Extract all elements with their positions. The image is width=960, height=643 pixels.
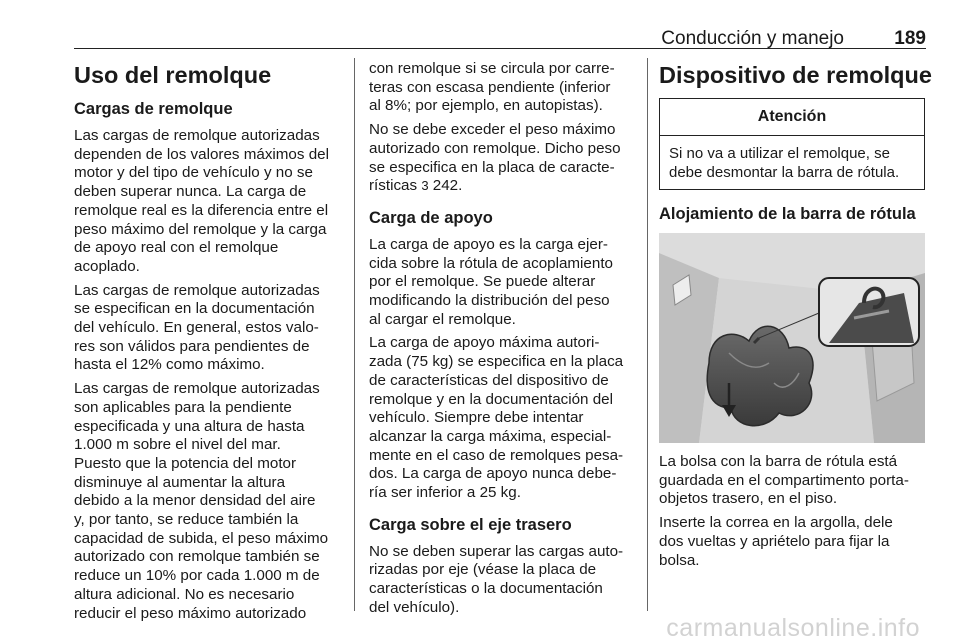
subheading-trailer-loads: Cargas de remolque — [74, 100, 233, 118]
subheading-rear-axle-load: Carga sobre el eje trasero — [369, 515, 572, 534]
subheading-support-load: Carga de apoyo — [369, 208, 493, 227]
paragraph-max-weight — [369, 121, 635, 196]
paragraph-bag-location: La bolsa con la barra de rótula está guardada en el compartimento porta- objetos trasero, en el piso. — [659, 453, 909, 508]
paragraph-rear-axle-load: No se deben superar las cargas auto- rizadas por eje (véase la placa de características o la documentación del vehículo). — [369, 542, 624, 616]
attention-text: Si no va a utilizar el remolque, se debe desmontar la barra de rótula. — [669, 145, 900, 181]
column-left — [74, 60, 340, 623]
paragraph-max-weight-text: No se debe exceder el peso máximo autorizado con remolque. Dicho peso se especifica en la placa de caracte- rísticas — [369, 121, 621, 195]
paragraph-trailer-loads-3: Las cargas de remolque autorizadas son aplicables para la pendiente especificada y una altura de hasta 1.000 m sobre el nivel del mar. Puesto que la potencia del motor disminuye al aumentar la altura debido a la menor densidad del aire y, por tanto, se reduce también la capacidad de subida, el peso máximo autorizado con remolque también se reduce un 10% por cada 1.000 m de altura adicional. No es necesario reducir el peso máximo autorizado — [74, 380, 329, 622]
section-title: Conducción y manejo — [661, 28, 844, 49]
column-middle — [369, 60, 635, 618]
paragraph-support-load-1: La carga de apoyo es la carga ejer- cida sobre la rótula de acoplamiento por el remolque. Se puede alterar modificando la distribución del peso al cargar el remolque. — [369, 235, 613, 328]
towbar-bag-illustration-icon — [659, 233, 925, 443]
column-right — [659, 60, 932, 570]
paragraph-trailer-loads-2: Las cargas de remolque autorizadas se especifican en la documentación del vehículo. En general, estos valo- res son válidos para pendientes de hasta el 12% como máximo. — [74, 281, 320, 374]
paragraph-support-load-2: La carga de apoyo máxima autori- zada (75 kg) se especifica en la placa de características del dispositivo de remolque y en la documentación del vehículo. Siempre debe intentar alcanzar la carga máxima, especial- mente en el caso de remolques pesa- dos. La carga de apoyo nunca debe- ría ser inferior a 25 kg. — [369, 334, 624, 502]
subheading-ball-bar-storage: Alojamiento de la barra de rótula — [659, 205, 916, 223]
column-divider-1 — [354, 58, 355, 611]
watermark: carmanualsonline.info — [666, 614, 920, 642]
page-header — [74, 22, 926, 49]
section-heading-towing: Uso del remolque — [74, 62, 272, 88]
page-number: 189 — [894, 28, 926, 49]
paragraph-bag-fixing: Inserte la correa en la argolla, dele dos vueltas y apriételo para fijar la bolsa. — [659, 514, 893, 569]
page-reference[interactable]: 242. — [428, 177, 463, 195]
paragraph-trailer-loads-1: Las cargas de remolque autorizadas dependen de los valores máximos del motor y del tipo de vehículo y no se deben superar nunca. La carga de remolque real es la diferencia entre el peso máximo del remolque y la carga de apoyo real con el remolque acoplado. — [74, 127, 329, 275]
attention-box — [659, 98, 925, 190]
paragraph-continued: con remolque si se circula por carre- teras con escasa pendiente (inferior al 8%; por ejemplo, en autopistas). — [369, 60, 615, 115]
section-heading-towing-device: Dispositivo de remolque — [659, 62, 932, 88]
attention-title: Atención — [660, 99, 924, 136]
column-divider-2 — [647, 58, 648, 611]
cross-reference-arrow-icon[interactable]: 3 — [421, 178, 429, 194]
